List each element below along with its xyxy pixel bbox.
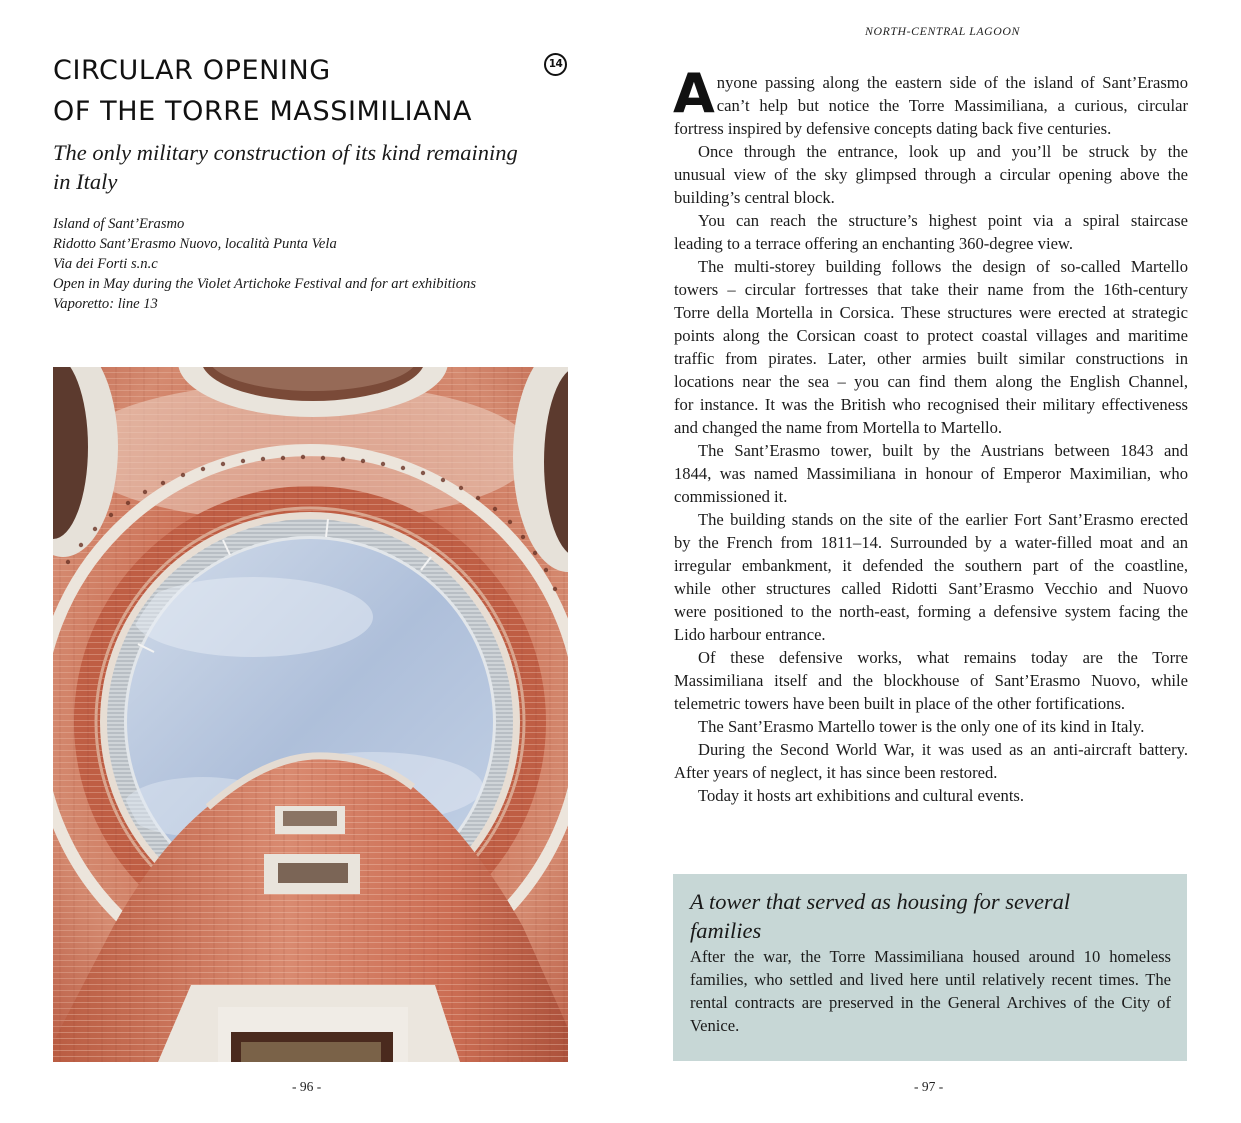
paragraph (674, 508, 1188, 646)
text-line: Massimiliana itself and the blockhouse of Sant’Erasmo Nuovo, while (674, 671, 1188, 690)
left-page (0, 0, 620, 1123)
text-line: 1844, was named Massimiliana in honour of Emperor Maximilian, who (674, 464, 1188, 483)
text-line: towers – circular fortresses that take their name from the 16th-century (674, 280, 1188, 299)
info-site: Ridotto Sant’Erasmo Nuovo, località Punta Vela (53, 236, 337, 252)
page-number-left: - 96 - (292, 1079, 322, 1094)
text-line: The multi-storey building follows the design of so-called Martello (698, 257, 1188, 276)
info-transport: Vaporetto: line 13 (53, 296, 158, 312)
text-line: You can reach the structure’s highest point via a spiral staircase (698, 211, 1188, 230)
title-line: CIRCULAR OPENING (53, 55, 331, 86)
text-line: Of these defensive works, what remains today are the Torre (698, 648, 1188, 667)
text-line: During the Second World War, it was used as an anti-aircraft battery. (698, 740, 1188, 759)
text-line: commissioned it. (674, 487, 788, 506)
text-line: points along the Corsican coast to protect coastal villages and maritime (674, 326, 1188, 345)
sidebar-box-body (690, 945, 1171, 1037)
tower-photo-illustration (53, 367, 568, 1062)
text-line: Torre della Mortella in Corsica. These structures were erected at strategic (674, 303, 1188, 322)
text-line: while other structures called Ridotti Sant’Erasmo Vecchio and Nuovo (674, 579, 1188, 598)
paragraph (674, 715, 1188, 738)
location-info (53, 214, 583, 314)
text-line: for instance. It was the British who recognised their military effectiveness (674, 395, 1188, 414)
text-line: by the French from 1811–14. Surrounded by a water-filled moat and an (674, 533, 1188, 552)
sidebar-title-line: families (690, 918, 762, 943)
text-line: were positioned to the north-east, forming a defensive system facing the (674, 602, 1188, 621)
paragraph (674, 784, 1188, 807)
title-line: OF THE TORRE MASSIMILIANA (53, 96, 473, 127)
sidebar-title-line: A tower that served as housing for several (690, 889, 1071, 914)
text-line: irregular embankment, it defended the southern part of the coastline, (674, 556, 1188, 575)
subtitle-line: in Italy (53, 169, 118, 194)
text-line: After years of neglect, it has since been restored. (674, 763, 998, 782)
subtitle-line: The only military construction of its kind remaining (53, 140, 518, 165)
text-line: Once through the entrance, look up and you’ll be struck by the (698, 142, 1188, 161)
sidebar-box-title (690, 887, 1171, 945)
text-line: traffic from pirates. Later, other armies built similar constructions in (674, 349, 1188, 368)
article-body (673, 62, 1188, 807)
running-head: NORTH-CENTRAL LAGOON (864, 24, 1020, 38)
sidebar-body-line: families, who settled and lived here until relatively recent times. The (690, 970, 1171, 989)
text-line: fortress inspired by defensive concepts dating back five centuries. (674, 119, 1112, 138)
subtitle (53, 138, 573, 196)
text-line: locations near the sea – you can find them along the English Channel, (674, 372, 1188, 391)
text-line: building’s central block. (674, 188, 835, 207)
sidebar-body-line: Venice. (690, 1016, 740, 1035)
drop-cap: A (673, 62, 715, 125)
paragraph (673, 62, 1188, 140)
text-line: Today it hosts art exhibitions and cultural events. (698, 786, 1025, 805)
sidebar-body-line: rental contracts are preserved in the General Archives of the City of (690, 993, 1171, 1012)
sidebar-box (673, 874, 1187, 1061)
text-line: The building stands on the site of the earlier Fort Sant’Erasmo erected (698, 510, 1188, 529)
paragraph (674, 738, 1188, 784)
text-line: nyone passing along the eastern side of the island of Sant’Erasmo (716, 73, 1188, 92)
paragraph (674, 209, 1188, 255)
text-line: unusual view of the sky glimpsed through a circular opening above the (674, 165, 1188, 184)
info-opening-hours: Open in May during the Violet Artichoke Festival and for art exhibitions (53, 276, 477, 292)
text-line: and changed the name from Mortella to Martello. (674, 418, 1003, 437)
text-line: can’t help but notice the Torre Massimiliana, a curious, circular (716, 96, 1188, 115)
text-line: telemetric towers have been built in place of the other fortifications. (674, 694, 1126, 713)
entry-number-badge: 14 (544, 53, 567, 76)
tower-photo (53, 367, 568, 1062)
paragraph (674, 140, 1188, 209)
info-address: Via dei Forti s.n.c (53, 256, 158, 272)
page-title (53, 50, 523, 132)
sidebar-body-line: After the war, the Torre Massimiliana housed around 10 homeless (690, 947, 1171, 966)
text-line: The Sant’Erasmo tower, built by the Austrians between 1843 and (698, 441, 1188, 460)
right-page (620, 0, 1241, 1123)
info-island: Island of Sant’Erasmo (53, 216, 185, 232)
text-line: The Sant’Erasmo Martello tower is the only one of its kind in Italy. (698, 717, 1145, 736)
text-line: Lido harbour entrance. (674, 625, 826, 644)
page-number-right: - 97 - (914, 1079, 944, 1094)
paragraph (674, 646, 1188, 715)
text-line: leading to a terrace offering an enchanting 360-degree view. (674, 234, 1073, 253)
paragraph (674, 439, 1188, 508)
paragraph (674, 255, 1188, 439)
